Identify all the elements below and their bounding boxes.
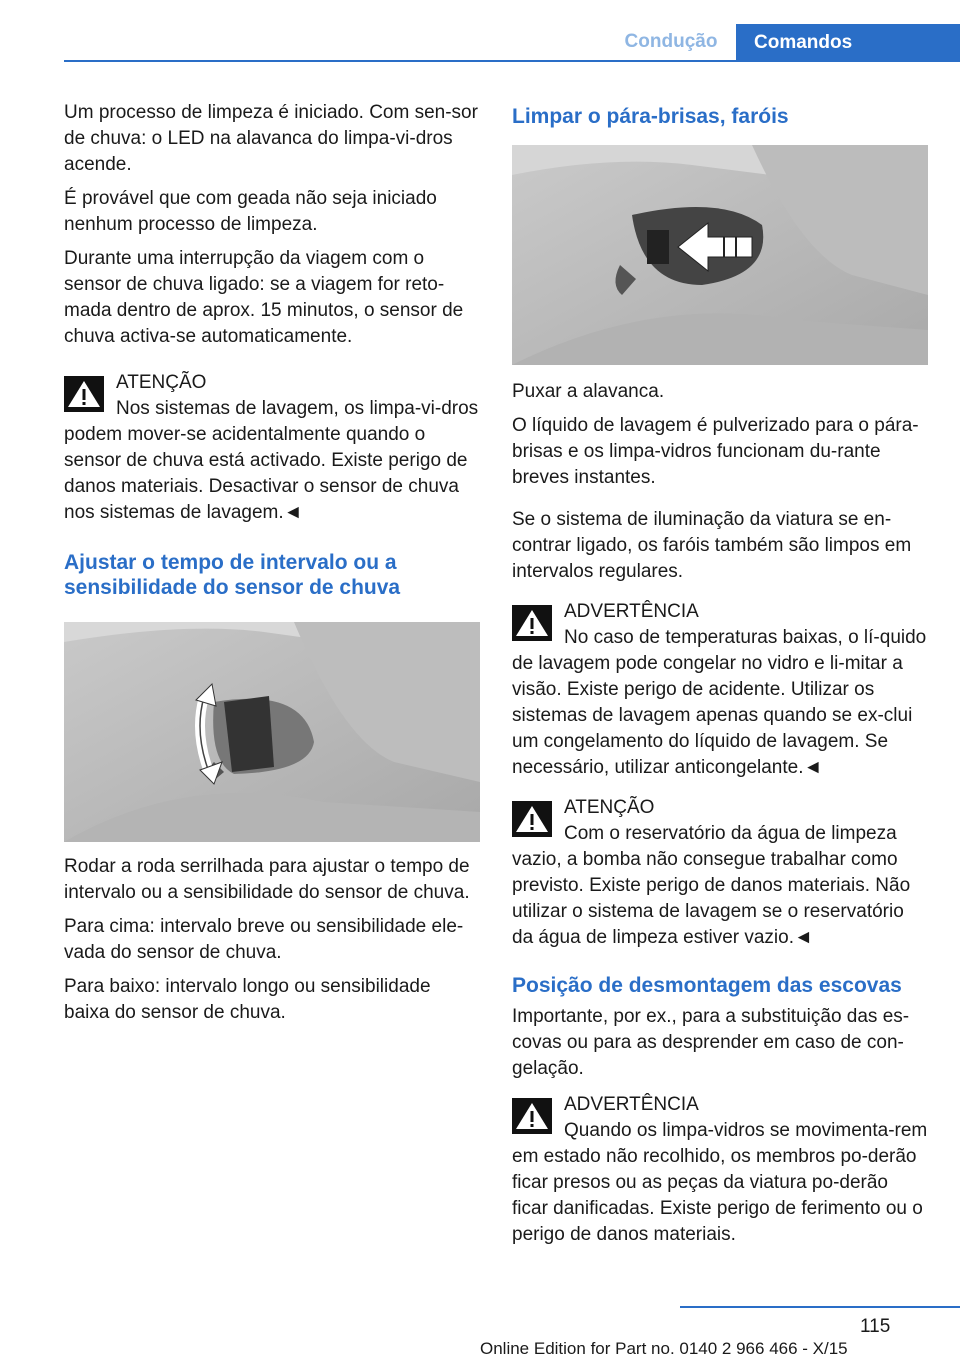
- section-heading-brush-position: Posição de desmontagem das escovas: [512, 974, 902, 997]
- warning-block-attention-1: [64, 370, 480, 526]
- section-heading-interval: Ajustar o tempo de intervalo ou a sensibilidade do sensor de chuva: [64, 551, 401, 599]
- warning-triangle-icon: [512, 605, 552, 641]
- figure-wiper-wheel: [64, 622, 480, 842]
- figure-wiper-lever: [512, 145, 928, 365]
- warning-title: ADVERTÊNCIA: [564, 1094, 699, 1115]
- warning-block-advertencia-2: [512, 1092, 928, 1248]
- section-heading-windshield: Limpar o pára-brisas, faróis: [512, 105, 789, 128]
- edition-footer: Online Edition for Part no. 0140 2 966 466 - X/15: [480, 1339, 848, 1358]
- footer-rule: [680, 1306, 960, 1308]
- page-number: 115: [860, 1316, 891, 1337]
- wiper-lever-illustration: [512, 145, 928, 365]
- right-paragraph-3: Se o sistema de iluminação da viatura se en‐contrar ligado, os faróis também são limpos em intervalos regulares.: [512, 509, 912, 582]
- right-column: [512, 100, 928, 1256]
- warning-text: Nos sistemas de lavagem, os limpa-vi‐dros podem mover-se acidentalmente quando o sensor de chuva está activado. Existe perigo de danos materiais. Desactivar o sensor de chuva nos sistemas de lavagem.◄: [64, 398, 479, 523]
- right-paragraph-2: O líquido de lavagem é pulverizado para o pára-brisas e os limpa-vidros funcionam du‐rante breves instantes.: [512, 415, 919, 488]
- warning-text: Com o reservatório da água de limpeza vazio, a bomba não consegue trabalhar como previsto. Existe perigo de danos materiais. Não utilizar o sistema de lavagem se o reservatório da água de limpeza estiver vazio.◄: [512, 823, 911, 948]
- left-paragraph-3: Durante uma interrupção da viagem com o sensor de chuva ligado: se a viagem for reto‐mada dentro de aprox. 15 minutos, o sensor de chuva activa-se automaticamente.: [64, 248, 464, 347]
- wiper-wheel-illustration: [64, 622, 480, 842]
- tab-conducao[interactable]: Condução: [624, 31, 718, 52]
- left-column: [64, 100, 480, 1034]
- right-paragraph-1: Puxar a alavanca.: [512, 381, 665, 402]
- warning-text: No caso de temperaturas baixas, o lí‐quido de lavagem pode congelar no vidro e li‐mitar a visão. Existe perigo de acidente. Utilizar os sistemas de lavagem apenas quando se ex‐clui um congelamento do líquido de lavagem. Se necessário, utilizar anticongelante.◄: [512, 627, 927, 778]
- warning-title: ATENÇÃO: [116, 372, 207, 393]
- warning-triangle-icon: [64, 376, 104, 412]
- warning-title: ADVERTÊNCIA: [564, 601, 699, 622]
- warning-title: ATENÇÃO: [564, 797, 655, 818]
- header-rule: [64, 60, 960, 62]
- right-paragraph-4: Importante, por ex., para a substituição das es‐covas ou para as desprender em caso de con‐gelação.: [512, 1006, 910, 1079]
- warning-block-attention-2: [512, 795, 928, 951]
- left-paragraph-2: É provável que com geada não seja iniciado nenhum processo de limpeza.: [64, 188, 437, 235]
- warning-triangle-icon: [512, 1098, 552, 1134]
- left-paragraph-4: Rodar a roda serrilhada para ajustar o tempo de intervalo ou a sensibilidade do sensor de chuva.: [64, 856, 470, 903]
- warning-text: Quando os limpa-vidros se movimenta‐rem em estado não recolhido, os membros po‐derão ficar presos ou as peças da viatura po‐derão ficar danificadas. Existe perigo de ferimento ou o perigo de danos materiais.: [512, 1120, 928, 1245]
- left-paragraph-6: Para baixo: intervalo longo ou sensibilidade baixa do sensor de chuva.: [64, 976, 431, 1023]
- left-paragraph-5: Para cima: intervalo breve ou sensibilidade ele‐vada do sensor de chuva.: [64, 916, 464, 963]
- tab-comandos[interactable]: Comandos: [736, 24, 960, 62]
- warning-block-advertencia-1: [512, 599, 928, 781]
- left-paragraph-1: Um processo de limpeza é iniciado. Com sen‐sor de chuva: o LED na alavanca do limpa-vi‐dros acende.: [64, 102, 478, 175]
- warning-triangle-icon: [512, 801, 552, 837]
